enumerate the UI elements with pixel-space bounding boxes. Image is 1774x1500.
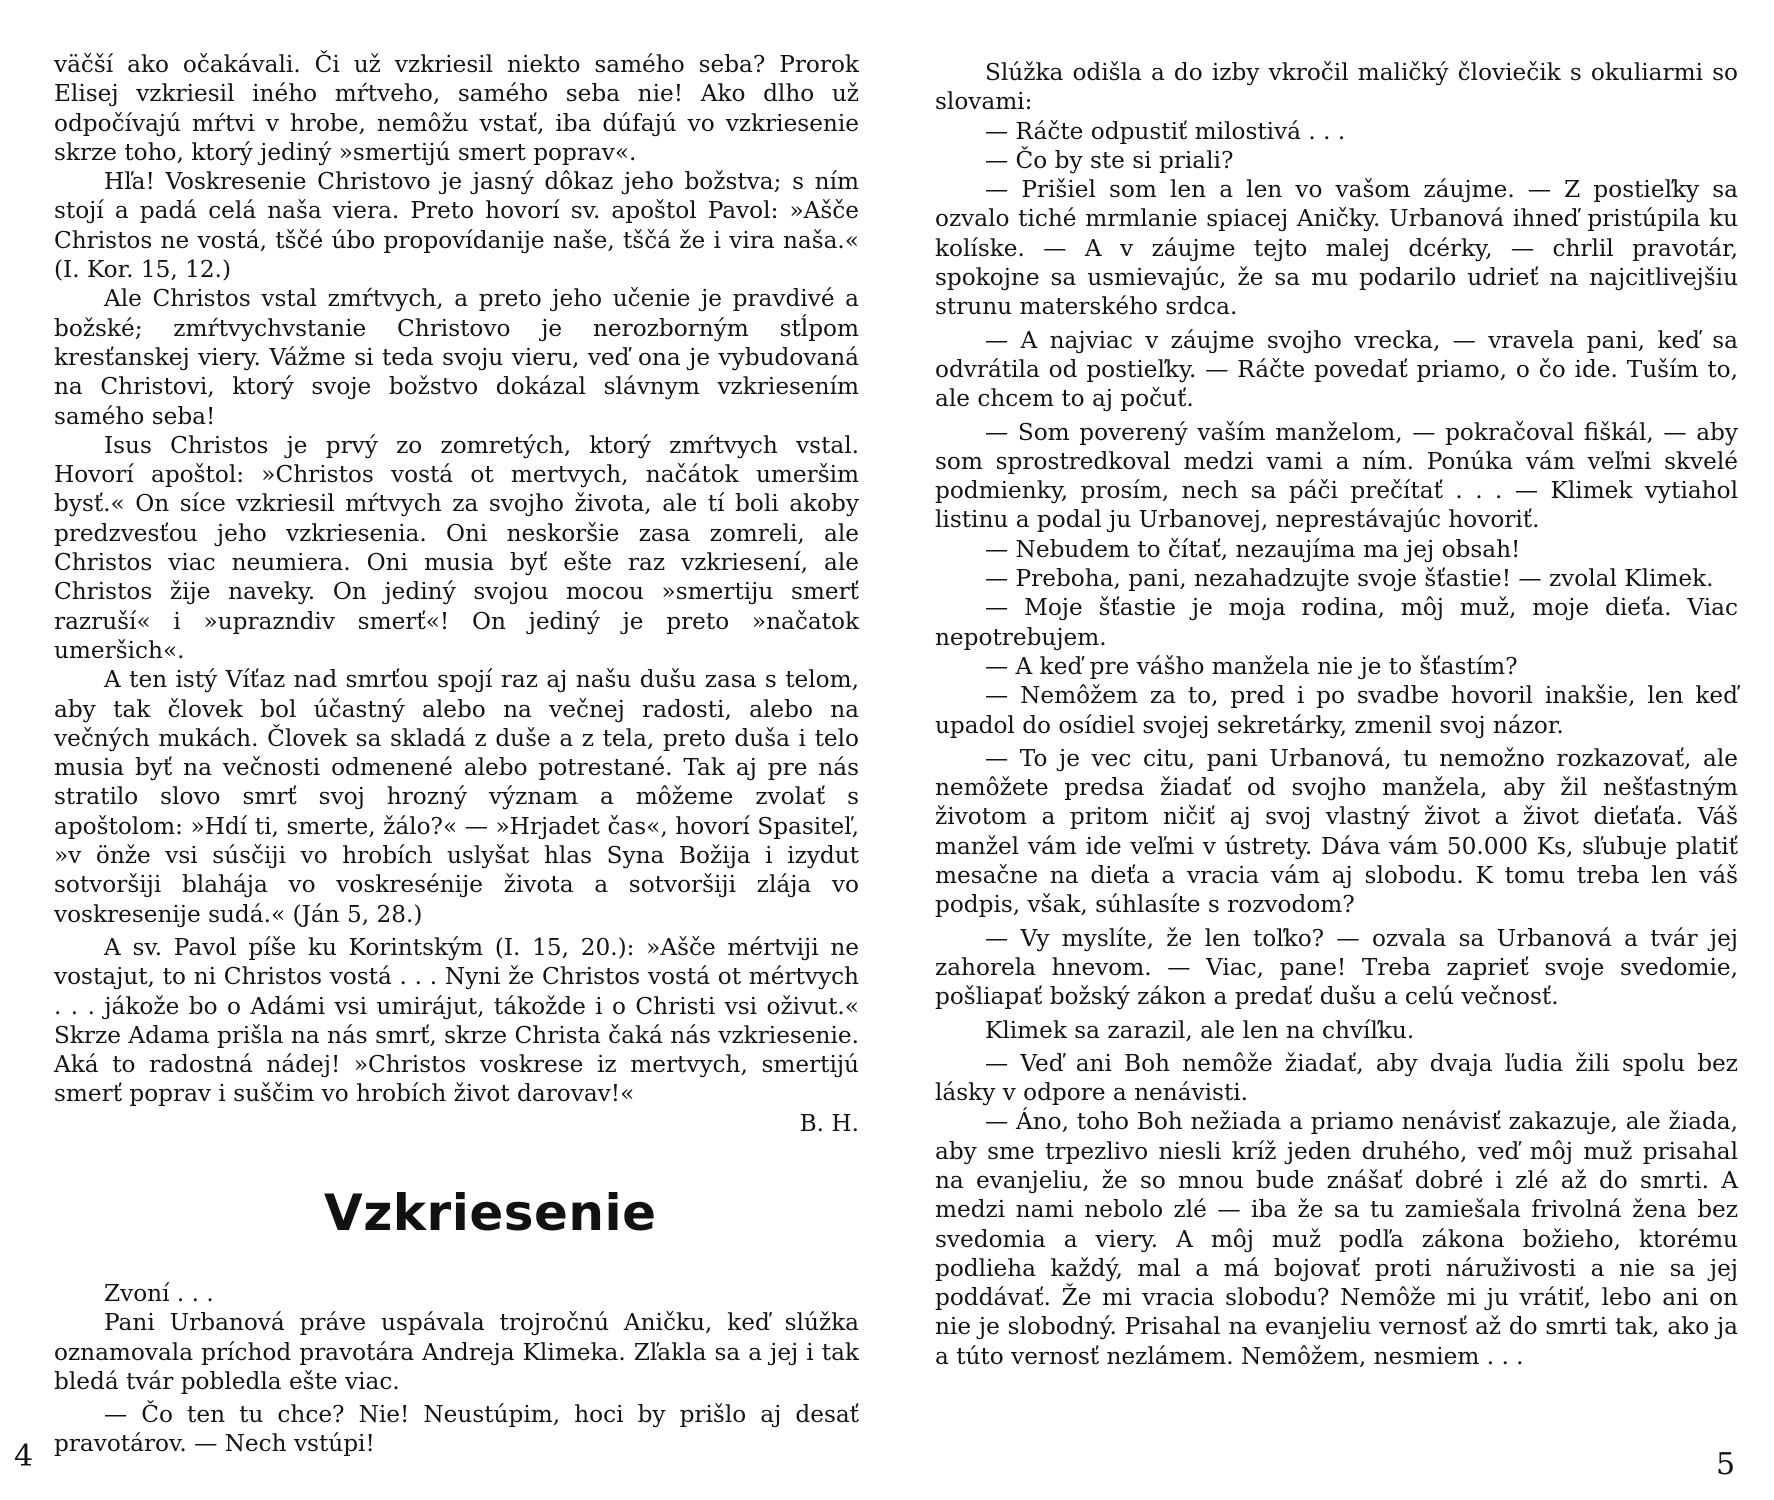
page-number-left: 4 [14, 1439, 34, 1474]
paragraph: Isus Christos je prvý zo zomretých, ktorý zmŕtvych vstal. Hovorí apoštol: »Christos vostá ot mertvych, načátok umeršim bysť.« On síce vzkriesil mŕtvych za svojho života, ale tí boli akoby predzvesťou jeho vzkriesenia. Oni neskoršie zasa zomreli, ale Christos viac neumiera. Oni musia byť ešte raz vzkriesení, ale Christos žije naveky. On jediný svojou mocou »smertiju smerť razruší« i »uprazndiv smerť«! On jediný je preto »načatok umeršich«. [54, 431, 859, 664]
paragraph: Klimek sa zarazil, ale len na chvíľku. [985, 1016, 1415, 1044]
paragraph: — Moje šťastie je moja rodina, môj muž, moje dieťa. Viac nepotrebujem. [935, 594, 1738, 651]
paragraph: väčší ako očakávali. Či už vzkriesil niekto samého seba? Prorok Elisej vzkriesil iného mŕtveho, samého seba nie! Ako dlho už odpočívajú mŕtvi v hrobe, nemôžu vstať, iba dúfajú vo vzkriesenie skrze toho, ktorý jediný »smertijú smert poprav«. [54, 51, 859, 166]
paragraph: — Veď ani Boh nemôže žiadať, aby dvaja ľudia žili spolu bez lásky v odpore a nenávisti. [935, 1049, 1738, 1107]
right-page-column [935, 58, 1738, 1371]
paragraph: Ale Christos vstal zmŕtvych, a preto jeho učenie je pravdivé a božské; zmŕtvychvstanie Christovo je nerozborným stĺpom kresťanskej viery. Vážme si teda svoju vieru, veď ona je vybudovaná na Christovi, ktorý svoje božstvo dokázal slávnym vzkriesením samého seba! [54, 285, 859, 430]
paragraph: — Čo ten tu chce? Nie! Neustúpim, hoci by prišlo aj desať pravotárov. — Nech vstúpi! [54, 1401, 859, 1458]
paragraph: Zvoní . . . [104, 1279, 214, 1307]
paragraph: — Nemôžem za to, pred i po svadbe hovoril inakšie, len keď upadol do osídiel svojej sekretárky, zmenil svoj názor. [935, 682, 1738, 739]
paragraph: — Ráčte odpustiť milostivá . . . [985, 117, 1346, 145]
paragraph: — To je vec citu, pani Urbanová, tu nemožno rozkazovať, ale nemôžete predsa žiadať od svojho manžela, aby žil nešťastným životom a pritom ničiť aj svoj vlastný život a život dieťaťa. Váš manžel vám ide veľmi v ústrety. Dáva vám 50.000 Ks, sľubuje platiť mesačne na dieťa a vracia vám aj slobodu. K tomu treba len váš podpis, však, súhlasíte s rozvodom? [935, 744, 1738, 919]
paragraph: — A najviac v záujme svojho vrecka, — vravela pani, keď sa odvrátila od postieľky. — Ráčte povedať priamo, o čo ide. Tuším to, ale chcem to aj počuť. [935, 326, 1738, 413]
paragraph: Hľa! Voskresenie Christovo je jasný dôkaz jeho božstva; s ním stojí a padá celá naša viera. Preto hovorí sv. apoštol Pavol: »Ašče Christos ne vostá, tščé úbo propovídanije naše, tščá že i vira naša.« (I. Kor. 15, 12.) [54, 168, 859, 284]
paragraph: — Preboha, pani, nezahadzujte svoje šťastie! — zvolal Klimek. [985, 565, 1714, 593]
paragraph: — Prišiel som len a len vo vašom záujme. — Z postieľky sa ozvalo tiché mrmlanie spiacej Aničky. Urbanová ihneď pristúpila ku kolíske. — A v záujme tejto malej dcérky, — chrlil pravotár, spokojne sa usmievajúc, že sa mu podarilo udrieť na najcitlivejšiu strunu materského srdca. [935, 176, 1738, 321]
paragraph: — Vy myslíte, že len toľko? — ozvala sa Urbanová a tvár jej zahorela hnevom. — Viac, pane! Treba zaprieť svoje svedomie, pošliapať božský zákon a predať dušu a celú večnosť. [935, 924, 1738, 1011]
paragraph: — Áno, toho Boh nežiada a priamo nenávisť zakazuje, ale žiada, aby sme trpezlivo niesli kríž jeden druhého, veď môj muž prisahal na evanjeliu, že so mnou bude znášať dobré i zlé až do smrti. A medzi nami nebolo zlé — iba že sa tu zamiešala frivolná žena bez svedomia a viery. A môj muž podľa zákona božieho, ktorému podlieha každý, mal a má bojovať proti náruživosti a nie sa jej poddávať. Že mi vracia slobodu? Nemôže mi ju vrátiť, lebo ani on nie je slobodný. Prisahal na evanjeliu vernosť až do smrti tak, ako ja a túto vernosť nezlámem. Nemôžem, nesmiem . . . [935, 1108, 1738, 1370]
paragraph: Slúžka odišla a do izby vkročil maličký človiečik s okuliarmi so slovami: [935, 59, 1738, 116]
article-heading: Vzkriesenie [324, 1183, 657, 1242]
author-signature: B. H. [799, 1109, 859, 1137]
left-page-column [54, 50, 859, 1459]
paragraph: — A keď pre vášho manžela nie je to šťastím? [985, 652, 1518, 680]
paragraph: — Čo by ste si priali? [985, 146, 1234, 174]
paragraph: — Som poverený vaším manželom, — pokračoval fiškál, — aby som sprostredkoval medzi vami a ním. Ponúka vám veľmi skvelé podmienky, prosím, nech sa páči prečítať . . . — Klimek vytiahol listinu a podal ju Urbanovej, neprestávajúc hovoriť. [935, 418, 1738, 534]
page-number-right: 5 [1716, 1447, 1736, 1482]
paragraph: A sv. Pavol píše ku Korintským (I. 15, 20.): »Ašče mértviji ne vostajut, to ni Christos vostá . . . Nyni že Christos vostá ot mértvych . . . jákože bo o Adámi vsi umirájut, tákožde i o Christi vsi oživut.« Skrze Adama prišla na nás smrť, skrze Christa čaká nás vzkriesenie. Aká to radostná nádej! »Christos voskrese iz mertvych, smertijú smerť poprav i suščim vo hrobích život darovav!« [54, 933, 859, 1108]
paragraph: — Nebudem to čítať, nezaujíma ma jej obsah! [985, 535, 1521, 563]
paragraph: Pani Urbanová práve uspávala trojročnú Aničku, keď slúžka oznamovala príchod pravotára Andreja Klimeka. Zľakla sa a jej i tak bledá tvár pobledla ešte viac. [54, 1309, 859, 1395]
paragraph: A ten istý Víťaz nad smrťou spojí raz aj našu dušu zasa s telom, aby tak človek bol účastný alebo na večnej radosti, alebo na večných mukách. Človek sa skladá z duše a z tela, preto duša i telo musia byť na večnosti odmenené alebo potrestané. Tak aj pre nás stratilo slovo smrť svoj hrozný význam a môžeme zvolať s apoštolom: »Hdí ti, smerte, žálo?« — »Hrjadet čas«, hovorí Spasiteľ, »v önže vsi súsčiji vo hrobích uslyšat hlas Syna Božija i izydut sotvoršiji blahája vo voskresénije života a sotvoršiji zlája vo voskresenije sudá.« (Ján 5, 28.) [54, 666, 859, 928]
